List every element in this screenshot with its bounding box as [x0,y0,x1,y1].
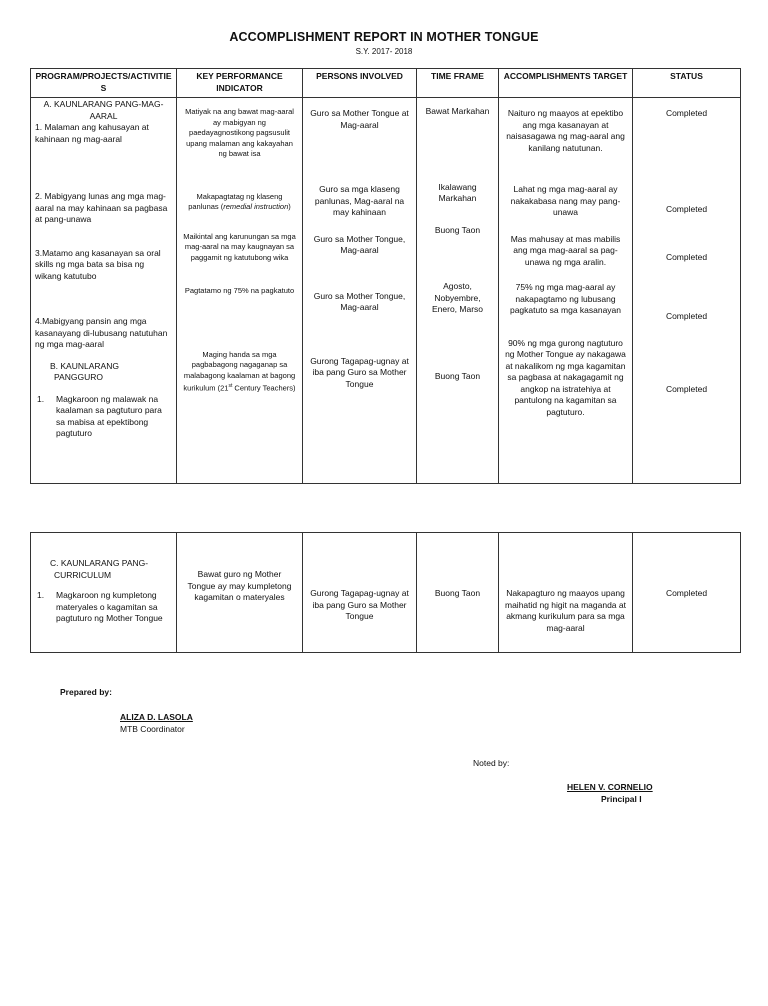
persons-4: Guro sa Mother Tongue, Mag-aaral [313,290,406,312]
prepared-by-name: ALIZA D. LASOLA [120,712,193,722]
report-title: ACCOMPLISHMENT REPORT IN MOTHER TONGUE [229,30,539,44]
time-4: Agosto, Nobyembre, Enero, Marso [431,281,484,314]
header-kpi: KEY PERFORMANCE INDICATOR [177,69,303,98]
target-column [499,98,633,484]
program-b1: 1. Magkaroon ng malawak na kaalaman sa pagtuturo para sa mabisa at epektibong pagtuturo [37,393,162,438]
time-1: Bawat Markahan [425,106,490,116]
section-a-title: A. KAUNLARANG PANG-MAG-AARAL [43,99,164,121]
noted-by-title: Principal I [601,794,642,804]
header-program: PROGRAM/PROJECTS/ACTIVITIE S [31,69,177,98]
persons-c-cell [303,533,417,653]
target-4: 75% ng mga mag-aaral ay nakapagtamo ng lubusang pagkatuto sa mga kasanayan [509,282,622,315]
time-b1: Buong Taon [434,370,481,381]
header-status: STATUS [633,69,741,98]
persons-c1: Gurong Tagapag-ugnay at iba pang Guro sa Mother Tongue [310,588,409,621]
time-frame-column [417,98,499,484]
persons-3: Guro sa Mother Tongue, Mag-aaral [313,233,406,255]
persons-column [303,98,417,484]
target-c-cell [499,533,633,653]
target-1: Naituro ng maayos at epektibo ang mga kasanayan at naisasagawa ng mag-aaral ang kanilang natutunan. [506,108,625,153]
prepared-by-label: Prepared by: [60,687,112,697]
kpi-c1: Bawat guro ng Mother Tongue ay may kumpletong kagamitan o materyales [187,569,292,602]
kpi-4: Pagtatamo ng 75% na pagkatuto [184,286,295,295]
status-b1: Completed [665,384,708,394]
kpi-b1: Maging handa sa mga pagbabagong nagaganap sa malabagong kaalaman at bagong kurikulum (21st Century Teachers) [183,349,296,393]
time-2: Ikalawang Markahan [438,181,477,203]
persons-b1: Gurong Tagapag-ugnay at iba pang Guro sa Mother Tongue [310,355,409,389]
target-b1: 90% ng mga gurong nagtuturo ng Mother Tongue ay nakagawa at nakalikom ng mga kagamitan sa pagbasa at nakagagamit ng angkop na istratehiya at pantulong na kagamitan sa pagtuturo. [505,337,626,417]
program-3: 3.Matamo ang kasanayan sa oral skills ng mga bata sa bisa ng wikang katutubo [35,247,161,281]
time-3: Buong Taon [434,224,481,235]
program-2: 2. Mabigyang lunas ang mga mag-aaral na may kahinaan sa pagbasa at pang-unawa [35,191,168,224]
time-c-cell [417,533,499,653]
program-c-cell [31,533,177,653]
status-1: Completed [665,108,708,118]
time-c1: Buong Taon [434,588,481,598]
header-time-frame: TIME FRAME [417,69,499,98]
kpi-c-cell [177,533,303,653]
target-3: Mas mahusay at mas mabilis ang mga mag-aaral sa pag-unawa ng mga aralin. [510,233,621,267]
noted-by-label: Noted by: [473,758,510,768]
status-2: Completed [665,203,708,214]
kpi-2: Makapagtatag ng klaseng panlunas (remedial instruction) [188,191,291,211]
accomplishment-table [30,68,741,484]
kpi-3: Maikintal ang karunungan sa mga mag-aaral na may kaugnayan sa paggamit ng katutubong wika [183,231,296,262]
target-c1: Nakapagturo ng maayos upang maihatid ng higit na maganda at akmang kurikulum para sa mga mag-aaral [505,588,626,633]
section-b-title: B. KAUNLARANG PANGGURO [50,360,119,382]
target-2: Lahat ng mga mag-aaral ay nakakabasa nang may pang-unawa [510,184,621,217]
prepared-by-title: MTB Coordinator [120,724,185,734]
status-c-cell [633,533,741,653]
program-1: 1. Malaman ang kahusayan at kahinaan ng mag-aaral [35,122,149,144]
curriculum-table [30,532,741,653]
header-target: ACCOMPLISHMENTS TARGET [499,69,633,98]
persons-2: Guro sa mga klaseng panlunas, Mag-aaral na may kahinaan [314,184,405,217]
table-row-c [31,533,741,653]
table-body-row [31,98,741,484]
status-4: Completed [665,310,708,321]
school-year: S.Y. 2017- 2018 [355,47,413,56]
status-column [633,98,741,484]
kpi-column [177,98,303,484]
persons-1: Guro sa Mother Tongue at Mag-aaral [310,108,409,130]
status-c1: Completed [665,588,708,598]
program-4: 4.Mabigyang pansin ang mga kasanayang di-lubusang natutuhan ng mga mag-aaral [35,316,168,349]
section-c-title: C. KAUNLARANG PANG- CURRICULUM [50,558,149,580]
kpi-1: Matiyak na ang bawat mag-aaral ay mabigyan ng paedayagnostikong pagsusulit upang malaman ang kakayahan ng bawat isa [185,107,294,158]
program-column [31,98,177,484]
status-3: Completed [665,252,708,262]
noted-by-name: HELEN V. CORNELIO [567,782,653,792]
program-c1: 1. Magkaroon ng kumpletong materyales o kagamitan sa pagtuturo ng Mother Tongue [37,590,163,623]
header-persons: PERSONS INVOLVED [303,69,417,98]
table-header-row [31,69,741,98]
